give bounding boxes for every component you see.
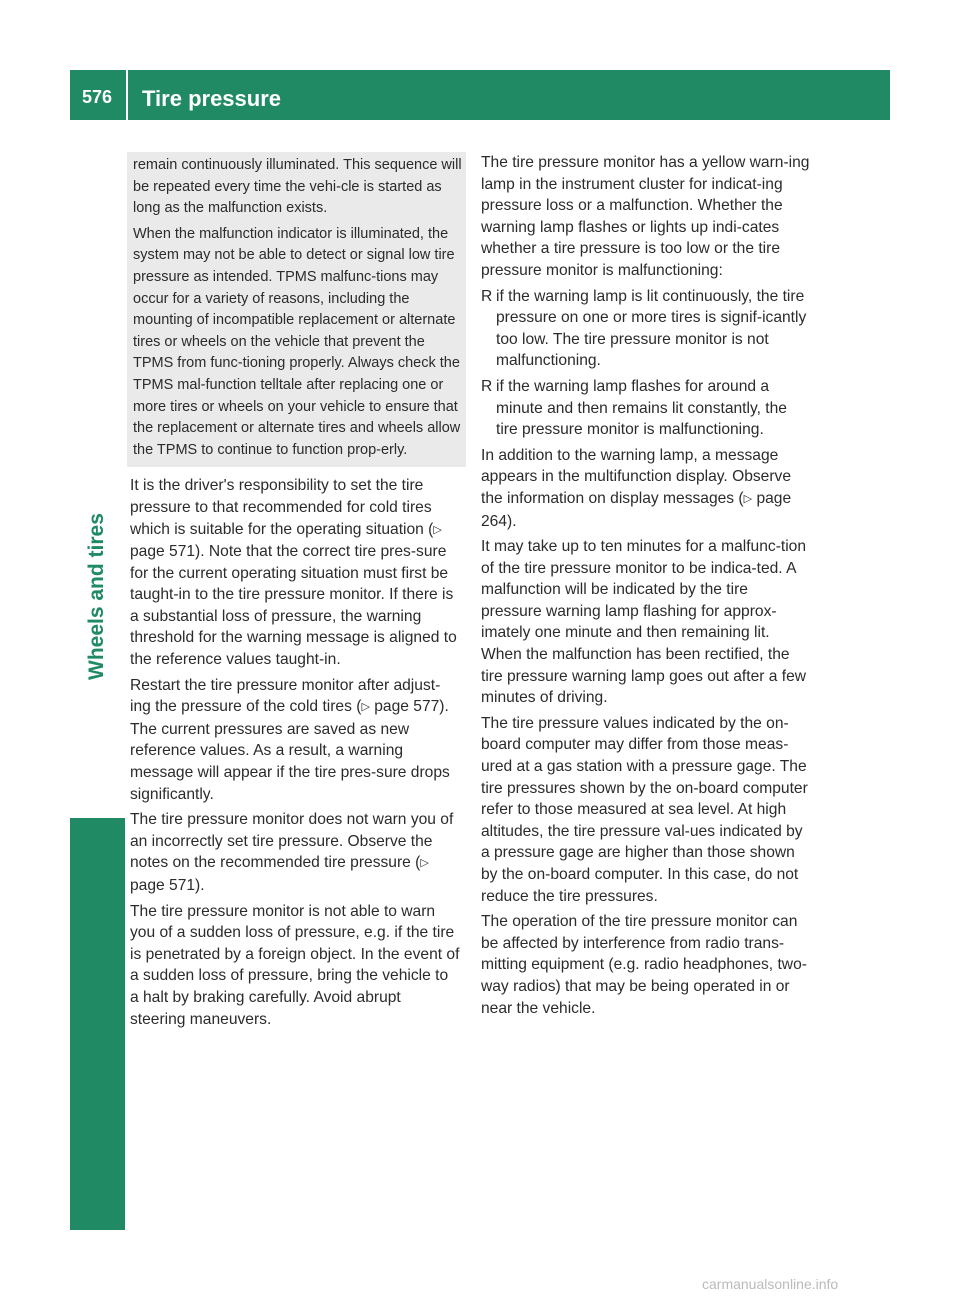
header-divider (126, 70, 128, 120)
right-column (481, 152, 812, 1023)
body-paragraph: The tire pressure values indicated by the on-board computer may differ from those meas-ured at a gas station with a pressure gage. The tire pressures shown by the on-board computer refer to those measured at sea level. At high altitudes, the tire pressure val-ues indicated by a pressure gage are higher than those shown by the on-board computer. In this case, do not reduce the tire pressures. (481, 714, 808, 905)
page-ref-arrow-icon: ▷ (433, 523, 442, 536)
body-paragraph: The tire pressure monitor is not able to warn you of a sudden loss of pressure, e.g. if the tire is penetrated by a foreign object. In the event of a sudden loss of pressure, bring the vehicle to a halt by braking carefully. Avoid abrupt steering maneuvers. (130, 902, 460, 1028)
body-paragraph (130, 675, 460, 806)
body-paragraph: It may take up to ten minutes for a malfunc-tion of the tire pressure monitor to be indica-ted. A malfunction will be indicated by the tire pressure warning lamp flashing for approx-imately one minute and then remaining lit. When the malfunction has been rectified, the tire pressure warning lamp goes out after a few minutes of driving. (481, 538, 807, 707)
text-run: The tire pressure monitor does not warn you of an incorrectly set tire pressure. Observe the notes on the recommended tire pressure ( (130, 811, 454, 872)
text-run: ). Note that the correct tire pres-sure for the current operating situation must first be taught-in to the tire pressure monitor. If there is a substantial loss of pressure, the warning threshold for the warning message is aligned to the reference values taught-in. (130, 543, 457, 669)
page-ref-arrow-icon: ▷ (743, 492, 753, 505)
body-paragraph: The operation of the tire pressure monitor can be affected by interference from radio trans-mitting equipment (e.g. radio headphones, two-way radios) that may be being operated in or near the vehicle. (481, 913, 807, 1017)
body-paragraph: The tire pressure monitor has a yellow warn-ing lamp in the instrument cluster for indicat-ing pressure loss or a malfunction. Whether the warning lamp flashes or lights up indi-cates whether a tire pressure is too low or the tire pressure monitor is malfunctioning: (481, 154, 810, 279)
body-paragraph (481, 445, 812, 532)
text-run: ). (507, 512, 517, 530)
section-title: Tire pressure (142, 86, 282, 111)
list-item (481, 286, 812, 372)
text-run: ). (195, 877, 205, 894)
page-ref-arrow-icon: ▷ (420, 857, 429, 870)
page-reference-link[interactable]: page 571 (130, 877, 196, 894)
page-reference-link[interactable]: page 577 (374, 698, 440, 716)
list-item-text: if the warning lamp is lit continuously, the tire pressure on one or more tires is signif-icantly too low. The tire pressure monitor is not malfunctioning. (496, 287, 807, 370)
body-paragraph (130, 475, 460, 670)
page-number-box (70, 70, 126, 120)
left-column (130, 152, 460, 1034)
bullet-icon: R (481, 377, 493, 395)
list-item-text: if the warning lamp flashes for around a minute and then remains lit constantly, the tire pressure monitor is malfunctioning. (496, 377, 787, 439)
chapter-tab-marker (70, 818, 125, 1230)
page-ref-arrow-icon: ▷ (361, 701, 370, 714)
page-reference-link[interactable]: page 571 (130, 543, 196, 561)
note-paragraph: When the malfunction indicator is illuminated, the system may not be able to detect or signal low tire pressure as intended. TPMS malfunc-tions may occur for a variety of reasons, including the mounting of incompatible replacement or alternate tires or wheels on the vehicle that prevent the TPMS from func-tioning properly. Always check the TPMS mal-function telltale after replacing one or more tires or wheels on your vehicle to ensure that the replacement or alternate tires and wheels allow the TPMS to continue to function prop-erly. (133, 225, 461, 458)
text-run: It is the driver's responsibility to set the tire pressure to that recommended for cold tires which is suitable for the operating situation ( (130, 477, 434, 538)
text-run: In addition to the warning lamp, a message appears in the multifunction display. Observe the information on display messages ( (481, 446, 792, 507)
chapter-tab-label: Wheels and tires (85, 513, 108, 680)
body-paragraph (130, 809, 460, 896)
page-header (70, 70, 890, 120)
note-box (127, 152, 466, 467)
watermark: carmanualsonline.info (702, 1276, 839, 1292)
text-run: ). The current pressures are saved as new reference values. As a result, a warning message will appear if the tire pres-sure drops significantly. (130, 698, 450, 803)
text-run: Restart the tire pressure monitor after adjust-ing the pressure of the cold tires ( (130, 676, 441, 716)
page-reference-link[interactable]: page 264 (481, 489, 792, 530)
page-number: 576 (82, 87, 113, 107)
list-item (481, 376, 812, 441)
bullet-icon: R (481, 287, 493, 305)
note-paragraph: remain continuously illuminated. This sequence will be repeated every time the vehi-cle is started as long as the malfunction exists. (133, 157, 462, 217)
